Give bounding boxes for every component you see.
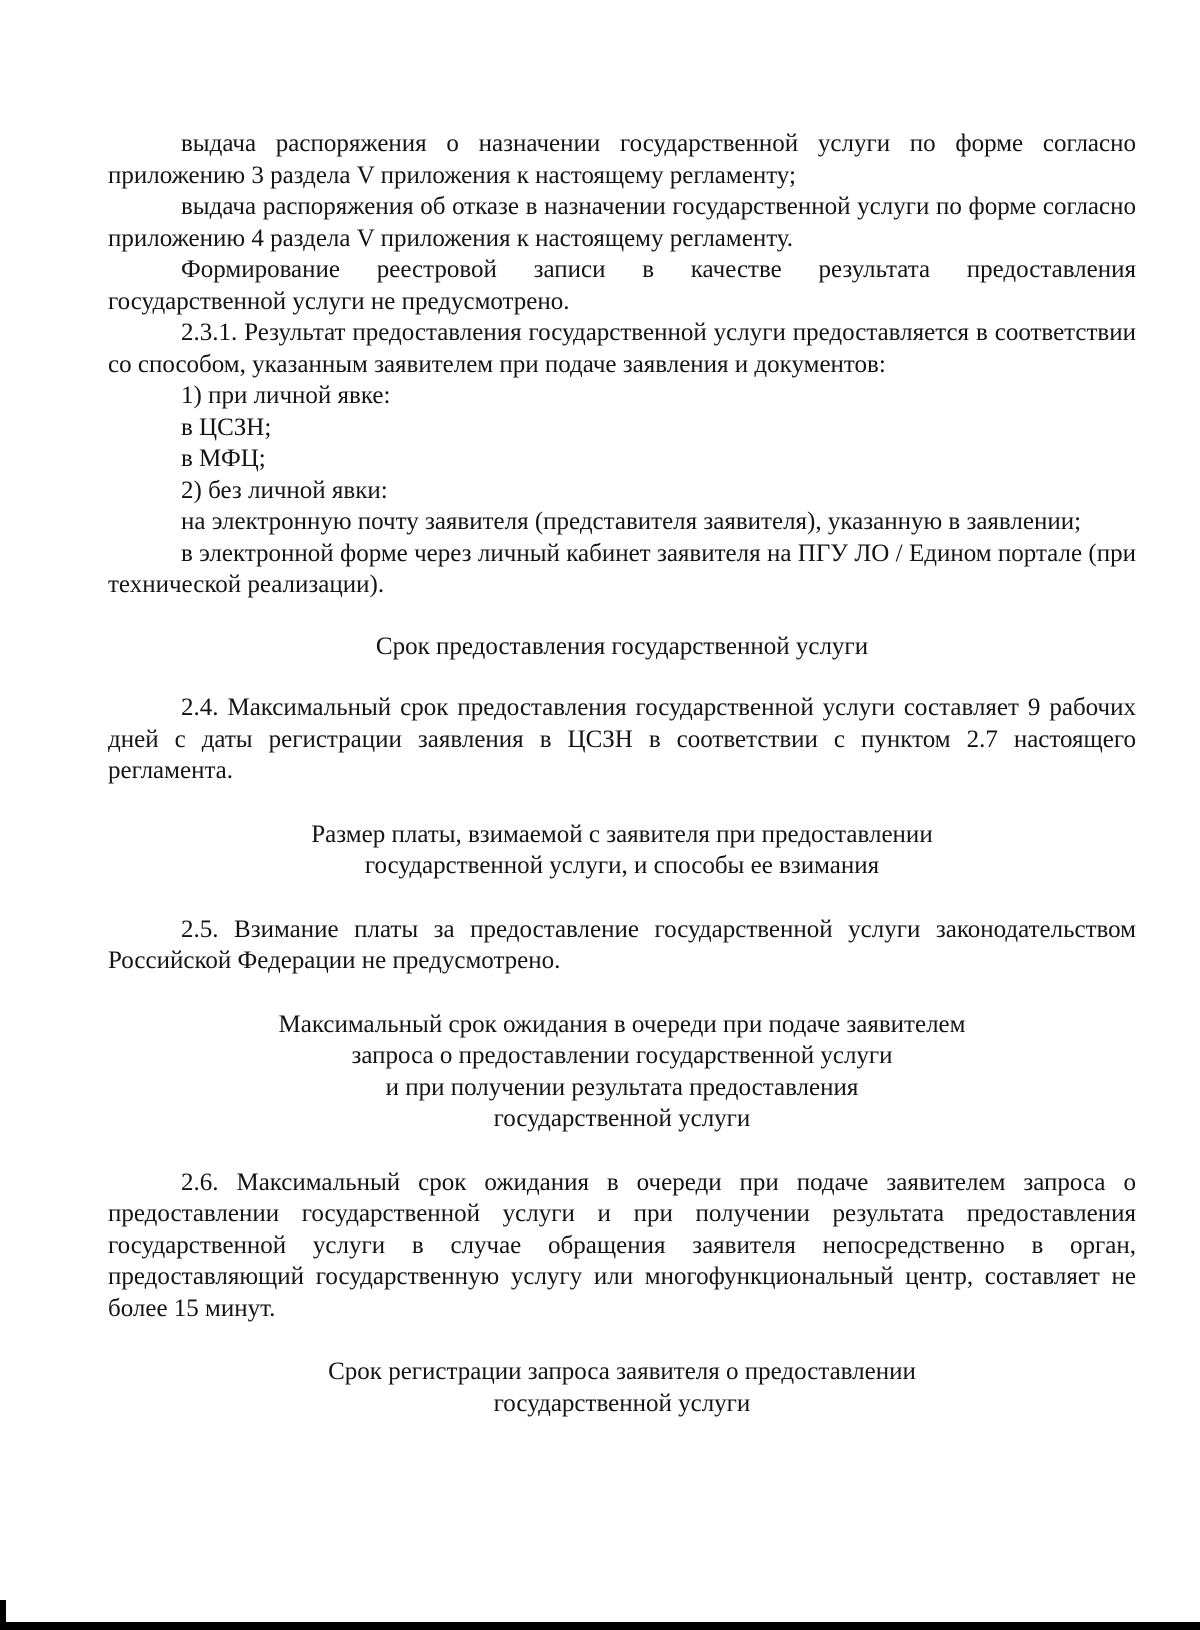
list-item-personal: 1) при личной явке: (181, 382, 391, 409)
heading-queue-line3: и при получении результата предоставления (385, 1073, 859, 1101)
paragraph-result-assign: выдача распоряжения о назначении государственной услуги по форме согласно приложению 3 раздела V приложения к настоящему регламенту; (108, 130, 1136, 189)
paragraph-2-6: 2.6. Максимальный срок ожидания в очереди при подаче заявителем запроса о предоставлении государственной услуги и при получении результата предоставления государственной услуги в случае обращения заявителя непосредственно в орган, предоставляющий государственную услугу или многофункциональный центр, составляет не более 15 минут. (108, 1168, 1136, 1322)
list-item-remote: 2) без личной явки: (181, 476, 388, 504)
document-page (108, 128, 1136, 1419)
heading-queue-line1: Максимальный срок ожидания в очереди при подаче заявителем (278, 1010, 966, 1038)
list-item-email: на электронную почту заявителя (представителя заявителя), указанную в заявлении; (181, 508, 1082, 535)
paragraph-registry-record: Формирование реестровой записи в качестве результата предоставления государственной услуги не предусмотрено. (108, 256, 1136, 315)
paragraph-2-5: 2.5. Взимание платы за предоставление государственной услуги законодательством Российской Федерации не предусмотрено. (108, 915, 1136, 974)
heading-fee-line1: Размер платы, взимаемой с заявителя при предоставлении (311, 820, 933, 848)
paragraph-2-3-1: 2.3.1. Результат предоставления государственной услуги предоставляется в соответствии со способом, указанным заявителем при подаче заявления и документов: (108, 319, 1136, 378)
heading-registration-line2: государственной услуги (493, 1389, 751, 1417)
heading-registration-line1: Срок регистрации запроса заявителя о предоставлении (328, 1358, 916, 1385)
list-item-mfc: в МФЦ; (181, 445, 266, 472)
heading-queue-line4: государственной услуги (493, 1105, 751, 1132)
list-item-cszn: в ЦСЗН; (181, 413, 272, 441)
paragraph-2-4: 2.4. Максимальный срок предоставления государственной услуги составляет 9 рабочих дней с даты регистрации заявления в ЦСЗН в соответствии с пунктом 2.7 настоящего регламента. (108, 694, 1136, 784)
heading-term: Срок предоставления государственной услуги (375, 632, 869, 660)
list-item-electronic: в электронной форме через личный кабинет заявителя на ПГУ ЛО / Едином портале (при технической реализации). (108, 539, 1136, 598)
heading-fee-line2: государственной услуги, и способы ее взимания (364, 852, 880, 879)
heading-queue-line2: запроса о предоставлении государственной услуги (351, 1042, 893, 1069)
scan-left-edge (0, 1600, 6, 1630)
paragraph-result-refuse: выдача распоряжения об отказе в назначении государственной услуги по форме согласно приложению 4 раздела V приложения к настоящему регламенту. (108, 193, 1136, 252)
scan-bottom-edge (0, 1622, 1200, 1630)
